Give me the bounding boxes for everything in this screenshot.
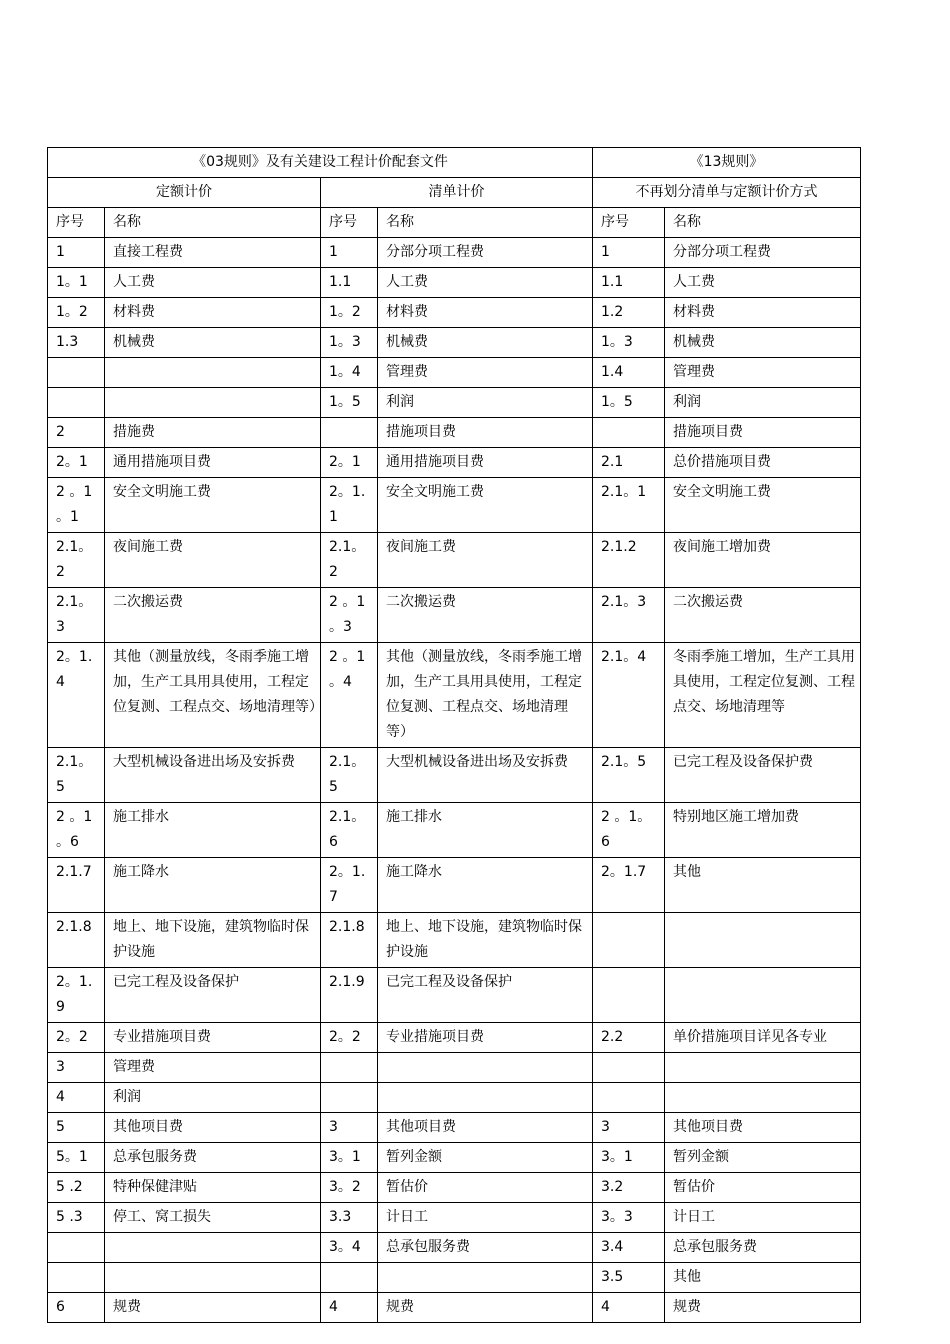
cell-unified-name: 单价措施项目详见各专业 — [665, 1023, 861, 1053]
cell-list-no — [321, 1083, 378, 1113]
cell-quota-no: 1 — [48, 238, 105, 268]
cell-quota-name: 施工排水 — [105, 803, 321, 858]
cell-unified-no: 1.1 — [593, 268, 665, 298]
col-header-name: 名称 — [105, 208, 321, 238]
cell-list-no: 4 — [321, 1293, 378, 1323]
cell-quota-name: 利润 — [105, 1083, 321, 1113]
cell-quota-no — [48, 358, 105, 388]
cell-unified-no: 2.1。4 — [593, 643, 665, 748]
cell-unified-name: 冬雨季施工增加，生产工具用具使用，工程定位复测、工程点交、场地清理等 — [665, 643, 861, 748]
cell-list-name: 暂列金额 — [378, 1143, 593, 1173]
cell-list-name: 措施项目费 — [378, 418, 593, 448]
cell-unified-name: 已完工程及设备保护费 — [665, 748, 861, 803]
cell-quota-no: 2.1.7 — [48, 858, 105, 913]
cell-unified-name — [665, 1053, 861, 1083]
cell-unified-no: 3.4 — [593, 1233, 665, 1263]
cell-list-name: 其他项目费 — [378, 1113, 593, 1143]
cell-quota-name: 其他（测量放线，冬雨季施工增加，生产工具用具使用，工程定位复测、工程点交、场地清理等） — [105, 643, 321, 748]
table-row — [48, 268, 861, 298]
table-row — [48, 418, 861, 448]
table-row — [48, 238, 861, 268]
cell-quota-name — [105, 1263, 321, 1293]
cell-unified-no: 1 — [593, 238, 665, 268]
cell-list-no — [321, 1053, 378, 1083]
cell-list-name: 人工费 — [378, 268, 593, 298]
table-row — [48, 1173, 861, 1203]
cell-list-name: 分部分项工程费 — [378, 238, 593, 268]
cell-unified-no: 2 。1。6 — [593, 803, 665, 858]
cell-unified-no: 1.4 — [593, 358, 665, 388]
cell-unified-name: 安全文明施工费 — [665, 478, 861, 533]
table-row — [48, 803, 861, 858]
cell-list-name: 其他（测量放线，冬雨季施工增加，生产工具用具使用，工程定位复测、工程点交、场地清理等） — [378, 643, 593, 748]
cell-quota-name: 通用措施项目费 — [105, 448, 321, 478]
table-row — [48, 1203, 861, 1233]
cell-unified-name: 材料费 — [665, 298, 861, 328]
cell-list-no: 2.1。6 — [321, 803, 378, 858]
cell-quota-no: 1。1 — [48, 268, 105, 298]
cell-unified-no: 2.2 — [593, 1023, 665, 1053]
cell-list-no: 2.1.8 — [321, 913, 378, 968]
cell-unified-name — [665, 913, 861, 968]
cell-quota-no: 3 — [48, 1053, 105, 1083]
cell-unified-name: 机械费 — [665, 328, 861, 358]
cell-unified-no — [593, 1053, 665, 1083]
cell-list-no: 1。2 — [321, 298, 378, 328]
cell-list-no: 2。1 — [321, 448, 378, 478]
cell-unified-name — [665, 968, 861, 1023]
cell-quota-no: 2 。1 。1 — [48, 478, 105, 533]
col-header-no: 序号 — [593, 208, 665, 238]
cell-list-name: 施工降水 — [378, 858, 593, 913]
cell-unified-name: 二次搬运费 — [665, 588, 861, 643]
table-row — [48, 588, 861, 643]
cell-list-no: 1。4 — [321, 358, 378, 388]
cell-quota-name — [105, 1233, 321, 1263]
cell-list-name: 计日工 — [378, 1203, 593, 1233]
table-row — [48, 448, 861, 478]
cell-unified-no — [593, 913, 665, 968]
cell-quota-no: 6 — [48, 1293, 105, 1323]
cell-list-name: 已完工程及设备保护 — [378, 968, 593, 1023]
cell-quota-no: 1.3 — [48, 328, 105, 358]
cell-quota-no — [48, 1233, 105, 1263]
cell-unified-no: 3.2 — [593, 1173, 665, 1203]
cell-list-name — [378, 1053, 593, 1083]
cell-list-no: 2.1.9 — [321, 968, 378, 1023]
col-header-no: 序号 — [321, 208, 378, 238]
cell-list-name: 夜间施工费 — [378, 533, 593, 588]
cell-quota-name: 其他项目费 — [105, 1113, 321, 1143]
cell-list-name: 规费 — [378, 1293, 593, 1323]
cell-unified-no — [593, 1083, 665, 1113]
table-row — [48, 1083, 861, 1113]
cell-list-no: 3。4 — [321, 1233, 378, 1263]
cell-unified-no: 2。1.7 — [593, 858, 665, 913]
cell-unified-no: 2.1.2 — [593, 533, 665, 588]
cell-list-no: 2。1.7 — [321, 858, 378, 913]
cell-quota-name: 规费 — [105, 1293, 321, 1323]
cell-list-name: 材料费 — [378, 298, 593, 328]
cell-unified-name: 分部分项工程费 — [665, 238, 861, 268]
cell-quota-name: 大型机械设备进出场及安拆费 — [105, 748, 321, 803]
cell-list-name: 专业措施项目费 — [378, 1023, 593, 1053]
table-row — [48, 388, 861, 418]
cell-list-name: 安全文明施工费 — [378, 478, 593, 533]
cell-list-no: 3。1 — [321, 1143, 378, 1173]
table-row — [48, 1143, 861, 1173]
cell-list-name: 通用措施项目费 — [378, 448, 593, 478]
table-row — [48, 533, 861, 588]
header-group-03: 《03规则》及有关建设工程计价配套文件 — [48, 148, 593, 178]
cell-quota-name: 人工费 — [105, 268, 321, 298]
table-row — [48, 643, 861, 748]
cell-unified-name: 人工费 — [665, 268, 861, 298]
cell-unified-no: 2.1。3 — [593, 588, 665, 643]
cell-list-no: 1。5 — [321, 388, 378, 418]
table-row — [48, 858, 861, 913]
cell-quota-no — [48, 1263, 105, 1293]
cell-unified-no: 2.1。1 — [593, 478, 665, 533]
cell-quota-name: 夜间施工费 — [105, 533, 321, 588]
cell-list-no — [321, 1263, 378, 1293]
cell-unified-name: 暂估价 — [665, 1173, 861, 1203]
cell-quota-name: 材料费 — [105, 298, 321, 328]
table-row — [48, 1113, 861, 1143]
cell-list-name: 暂估价 — [378, 1173, 593, 1203]
cell-quota-no: 2。2 — [48, 1023, 105, 1053]
header-row-methods — [48, 178, 861, 208]
cell-unified-name: 其他 — [665, 1263, 861, 1293]
fee-comparison-table — [47, 147, 861, 1323]
cell-unified-no: 1。5 — [593, 388, 665, 418]
cell-unified-no — [593, 968, 665, 1023]
header-row-columns — [48, 208, 861, 238]
col-header-no: 序号 — [48, 208, 105, 238]
cell-quota-no: 2 — [48, 418, 105, 448]
cell-quota-no: 2 。1 。6 — [48, 803, 105, 858]
cell-list-no: 2.1。2 — [321, 533, 378, 588]
cell-quota-name: 施工降水 — [105, 858, 321, 913]
cell-quota-name: 停工、窝工损失 — [105, 1203, 321, 1233]
cell-unified-no: 2.1。5 — [593, 748, 665, 803]
table-row — [48, 913, 861, 968]
table-row — [48, 478, 861, 533]
cell-list-no: 2 。1 。3 — [321, 588, 378, 643]
cell-unified-no: 1。3 — [593, 328, 665, 358]
cell-quota-name: 地上、地下设施，建筑物临时保护设施 — [105, 913, 321, 968]
cell-list-name: 利润 — [378, 388, 593, 418]
col-header-name: 名称 — [378, 208, 593, 238]
cell-quota-no: 2.1.8 — [48, 913, 105, 968]
col-header-name: 名称 — [665, 208, 861, 238]
header-group-13: 《13规则》 — [593, 148, 861, 178]
cell-quota-no: 2.1。2 — [48, 533, 105, 588]
cell-list-no: 3 — [321, 1113, 378, 1143]
cell-quota-name: 安全文明施工费 — [105, 478, 321, 533]
cell-quota-name: 特种保健津贴 — [105, 1173, 321, 1203]
cell-list-name: 管理费 — [378, 358, 593, 388]
cell-quota-no: 5 — [48, 1113, 105, 1143]
cell-list-name: 地上、地下设施，建筑物临时保护设施 — [378, 913, 593, 968]
cell-list-no: 1。3 — [321, 328, 378, 358]
cell-list-name: 机械费 — [378, 328, 593, 358]
cell-list-no: 2 。1 。4 — [321, 643, 378, 748]
cell-quota-name: 措施费 — [105, 418, 321, 448]
table-row — [48, 328, 861, 358]
cell-unified-name: 夜间施工增加费 — [665, 533, 861, 588]
cell-quota-no: 1。2 — [48, 298, 105, 328]
cell-quota-no: 5 .2 — [48, 1173, 105, 1203]
table-row — [48, 968, 861, 1023]
cell-list-no: 2。1.1 — [321, 478, 378, 533]
cell-quota-no: 2。1.9 — [48, 968, 105, 1023]
table-row — [48, 298, 861, 328]
cell-quota-name: 直接工程费 — [105, 238, 321, 268]
cell-unified-no: 4 — [593, 1293, 665, 1323]
cell-unified-name: 特别地区施工增加费 — [665, 803, 861, 858]
cell-unified-name: 管理费 — [665, 358, 861, 388]
cell-list-name: 施工排水 — [378, 803, 593, 858]
cell-list-name — [378, 1083, 593, 1113]
cell-list-no: 1.1 — [321, 268, 378, 298]
cell-quota-name — [105, 388, 321, 418]
cell-quota-name — [105, 358, 321, 388]
cell-unified-name: 总价措施项目费 — [665, 448, 861, 478]
cell-unified-no: 3.5 — [593, 1263, 665, 1293]
cell-list-name: 总承包服务费 — [378, 1233, 593, 1263]
cell-quota-name: 二次搬运费 — [105, 588, 321, 643]
cell-quota-no: 2.1。3 — [48, 588, 105, 643]
cell-unified-name: 计日工 — [665, 1203, 861, 1233]
table-row — [48, 1233, 861, 1263]
cell-unified-name: 暂列金额 — [665, 1143, 861, 1173]
cell-quota-name: 管理费 — [105, 1053, 321, 1083]
cell-unified-name: 措施项目费 — [665, 418, 861, 448]
table-row — [48, 748, 861, 803]
cell-list-name: 大型机械设备进出场及安拆费 — [378, 748, 593, 803]
cell-quota-no: 5 .3 — [48, 1203, 105, 1233]
table-row — [48, 1053, 861, 1083]
cell-quota-no: 2.1。5 — [48, 748, 105, 803]
cell-unified-name: 其他项目费 — [665, 1113, 861, 1143]
cell-unified-no: 3 — [593, 1113, 665, 1143]
cell-list-no: 2。2 — [321, 1023, 378, 1053]
cell-quota-no: 4 — [48, 1083, 105, 1113]
cell-unified-no — [593, 418, 665, 448]
cell-unified-no: 2.1 — [593, 448, 665, 478]
cell-unified-no: 3。1 — [593, 1143, 665, 1173]
cell-list-name — [378, 1263, 593, 1293]
header-quota-pricing: 定额计价 — [48, 178, 321, 208]
cell-list-no: 2.1。5 — [321, 748, 378, 803]
cell-quota-name: 已完工程及设备保护 — [105, 968, 321, 1023]
cell-unified-name: 总承包服务费 — [665, 1233, 861, 1263]
cell-unified-no: 3。3 — [593, 1203, 665, 1233]
cell-unified-name: 其他 — [665, 858, 861, 913]
header-list-pricing: 清单计价 — [321, 178, 593, 208]
cell-unified-name — [665, 1083, 861, 1113]
table-row — [48, 1293, 861, 1323]
header-row-groups — [48, 148, 861, 178]
cell-list-name: 二次搬运费 — [378, 588, 593, 643]
cell-list-no — [321, 418, 378, 448]
cell-quota-no: 2。1.4 — [48, 643, 105, 748]
header-unified-pricing: 不再划分清单与定额计价方式 — [593, 178, 861, 208]
cell-unified-no: 1.2 — [593, 298, 665, 328]
cell-quota-name: 机械费 — [105, 328, 321, 358]
cell-quota-name: 总承包服务费 — [105, 1143, 321, 1173]
cell-quota-no: 2。1 — [48, 448, 105, 478]
table-row — [48, 1023, 861, 1053]
cell-quota-no — [48, 388, 105, 418]
cell-unified-name: 利润 — [665, 388, 861, 418]
cell-quota-no: 5。1 — [48, 1143, 105, 1173]
cell-list-no: 3.3 — [321, 1203, 378, 1233]
table-row — [48, 358, 861, 388]
cell-unified-name: 规费 — [665, 1293, 861, 1323]
cell-list-no: 1 — [321, 238, 378, 268]
cell-quota-name: 专业措施项目费 — [105, 1023, 321, 1053]
cell-list-no: 3。2 — [321, 1173, 378, 1203]
table-row — [48, 1263, 861, 1293]
